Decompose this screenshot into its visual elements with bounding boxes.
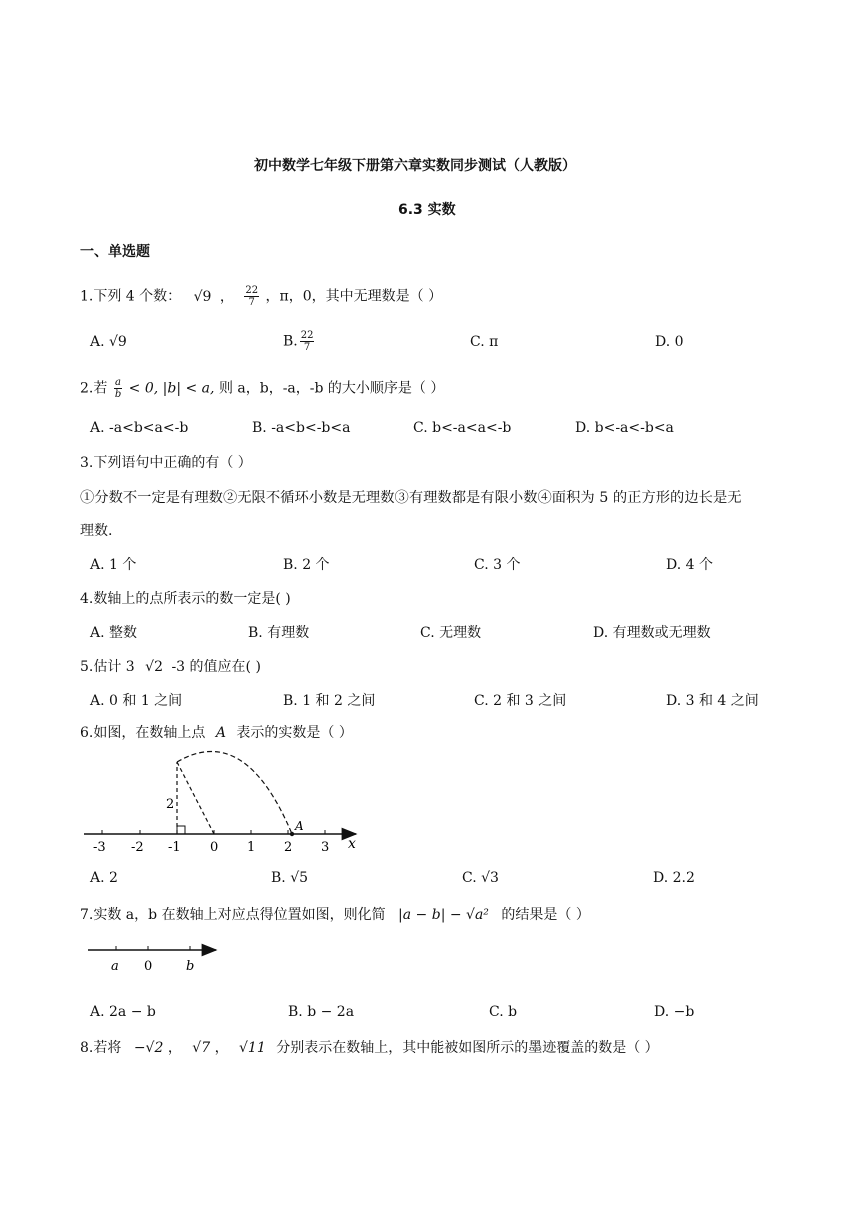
q8-stem-b: 分别表示在数轴上，其中能被如图所示的墨迹覆盖的数是（ ） — [276, 1040, 659, 1056]
q6-tick-label: -1 — [168, 840, 181, 855]
q6-hypotenuse — [177, 762, 214, 834]
q7-label: 0 — [144, 959, 153, 974]
q6-tick-label: -3 — [93, 840, 106, 855]
q2-option-c: C. b<-a<a<-b — [413, 420, 512, 436]
q5-stem-b: -3 的值应在( ) — [171, 659, 261, 675]
q1-stem-c: ，π，0，其中无理数是（ ） — [265, 288, 443, 305]
q6-option-d: D. 2.2 — [653, 870, 695, 886]
q6-tick-label: 1 — [247, 840, 256, 855]
q1-option-d: D. 0 — [655, 334, 684, 350]
q4-option-c: C. 无理数 — [420, 625, 482, 641]
q7-stem-b: 的结果是（ ） — [501, 907, 590, 923]
q5-option-a: A. 0 和 1 之间 — [90, 693, 183, 709]
question-6-stem — [80, 722, 353, 742]
q6-option-b: B. √5 — [271, 870, 309, 886]
q2-frac-den: b — [114, 389, 122, 400]
q3-option-c: C. 3 个 — [474, 557, 521, 573]
q3-option-d: D. 4 个 — [666, 557, 713, 573]
question-8-stem — [80, 1037, 659, 1057]
q1-option-b-prefix: B. — [283, 333, 298, 350]
q4-option-a: A. 整数 — [90, 625, 138, 641]
q2-option-d: D. b<-a<-b<a — [575, 420, 674, 436]
q6-tick-label: 3 — [321, 840, 330, 855]
q6-stem-a: 6.如图，在数轴上点 — [80, 725, 206, 741]
q6-arc — [177, 751, 292, 834]
q5-sqrt: √2 — [145, 659, 163, 675]
question-1-stem — [80, 285, 442, 308]
q1-sqrt9: √9 — [193, 288, 212, 305]
q1-frac-den: 7 — [248, 297, 255, 308]
q1-stem-b: ， — [219, 288, 234, 305]
page-title: 初中数学七年级下册第六章实数同步测试（人教版） — [254, 158, 576, 174]
q5-option-b: B. 1 和 2 之间 — [283, 693, 376, 709]
q7-option-b: B. b − 2a — [288, 1004, 355, 1020]
q6-right-angle-mark — [177, 826, 185, 834]
q6-stem-b: 表示的实数是（ ） — [236, 725, 353, 741]
q6-option-c: C. √3 — [462, 870, 499, 886]
q5-option-d: D. 3 和 4 之间 — [666, 693, 759, 709]
q6-tick-label: 0 — [210, 840, 219, 855]
q3-option-b: B. 2 个 — [283, 557, 330, 573]
q1-option-b-fraction — [300, 330, 315, 353]
q2-stem-math: < 0, |b| < a, — [128, 380, 215, 397]
q2-stem-b: 则 a，b，-a，-b 的大小顺序是（ ） — [218, 380, 445, 397]
q2-option-b: B. -a<b<-b<a — [252, 420, 351, 436]
q3-statement-line1: ①分数不一定是有理数②无限不循环小数是无理数③有理数都是有限小数④面积为 5 的正方形的边长是无 — [80, 490, 742, 506]
q1-fraction — [244, 285, 259, 308]
q7-expression: |a − b| − √a² — [398, 907, 489, 923]
q5-stem-a: 5.估计 3 — [80, 659, 135, 675]
q8-stem-a: 8.若将 — [80, 1040, 122, 1056]
question-3-stem: 3.下列语句中正确的有（ ） — [80, 455, 252, 471]
q1-frac-num: 22 — [245, 285, 259, 296]
q6-point-a-label: A — [295, 819, 304, 833]
q8-value-1: −√2 — [133, 1040, 164, 1056]
q7-option-d: D. −b — [654, 1004, 695, 1020]
q7-number-line-figure — [84, 940, 224, 976]
q3-statement-line2: 理数. — [80, 523, 113, 539]
q2-stem-a: 2.若 — [80, 380, 108, 397]
q3-option-a: A. 1 个 — [90, 557, 137, 573]
question-5-stem — [80, 656, 261, 676]
q6-point-a — [290, 832, 294, 836]
q8-value-2: √7 — [192, 1040, 211, 1056]
q1-b-frac-num: 22 — [300, 330, 314, 341]
question-2-stem — [80, 377, 444, 400]
q6-number-line-figure — [80, 750, 370, 860]
q1-stem-a: 1.下列 4 个数： — [80, 288, 182, 305]
q4-option-b: B. 有理数 — [248, 625, 310, 641]
q2-frac-num: a — [115, 377, 121, 388]
question-7-stem — [80, 904, 590, 924]
q7-label: b — [186, 959, 195, 974]
q1-b-frac-den: 7 — [303, 342, 311, 353]
q6-axis-label: x — [348, 836, 356, 852]
q8-value-3: √11 — [239, 1040, 266, 1056]
q8-sep-1: ， — [167, 1040, 182, 1056]
q6-height-label: 2 — [166, 797, 175, 812]
page-subtitle: 6.3 实数 — [398, 202, 456, 218]
q1-option-c: C. π — [470, 334, 499, 350]
q8-sep-2: ， — [214, 1040, 229, 1056]
q2-fraction — [114, 377, 122, 400]
q7-stem-a: 7.实数 a，b 在数轴上对应点得位置如图，则化简 — [80, 907, 386, 923]
q6-option-a: A. 2 — [90, 870, 118, 886]
q7-label: a — [111, 959, 119, 974]
q6-point-label: A — [215, 725, 226, 741]
q1-option-b — [283, 330, 316, 353]
q1-option-a: A. √9 — [90, 334, 127, 350]
question-4-stem: 4.数轴上的点所表示的数一定是( ) — [80, 591, 291, 607]
q6-tick-label: 2 — [284, 840, 293, 855]
q2-option-a: A. -a<b<a<-b — [90, 420, 189, 436]
q7-option-a: A. 2a − b — [90, 1004, 156, 1020]
section-heading: 一、单选题 — [80, 244, 150, 260]
q6-tick-label: -2 — [131, 840, 144, 855]
q7-option-c: C. b — [489, 1004, 518, 1020]
q4-option-d: D. 有理数或无理数 — [593, 625, 711, 641]
q5-option-c: C. 2 和 3 之间 — [474, 693, 567, 709]
